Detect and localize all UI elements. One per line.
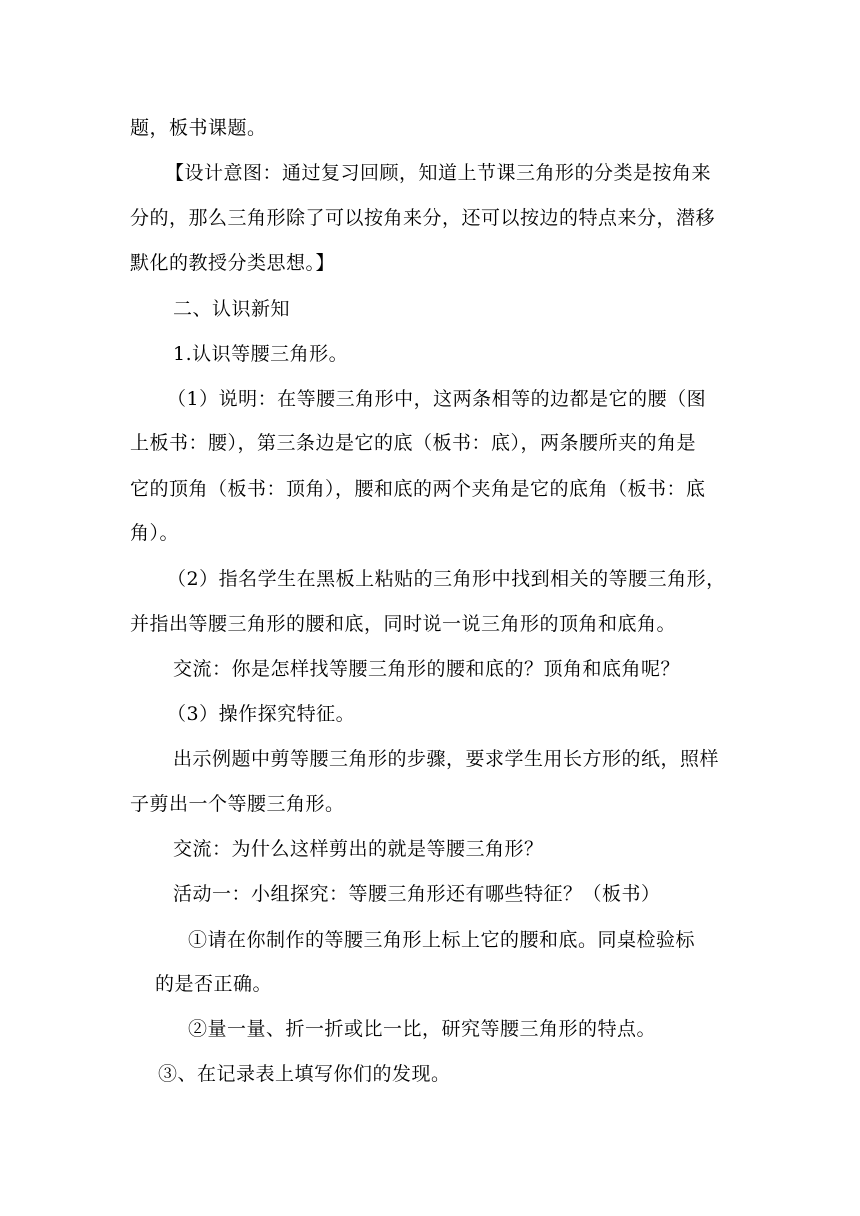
list-item: ③、在记录表上填写你们的发现。	[158, 1063, 451, 1085]
text-line: 的是否正确。	[155, 973, 273, 995]
text-line: 交流：你是怎样找等腰三角形的腰和底的？顶角和底角呢？	[173, 658, 681, 680]
text-line: 默化的教授分类思想。】	[130, 252, 336, 274]
text-line: 题，板书课题。	[130, 117, 267, 139]
text-line: 并指出等腰三角形的腰和底，同时说一说三角形的顶角和底角。	[130, 613, 677, 635]
text-line: 活动一：小组探究：等腰三角形还有哪些特征？（板书）	[173, 883, 661, 905]
text-line: 角）。	[130, 522, 180, 544]
text-line: 交流：为什么这样剪出的就是等腰三角形？	[173, 838, 544, 860]
subsection-heading: 1.认识等腰三角形。	[173, 343, 349, 365]
text-line: 它的顶角（板书：顶角），腰和底的两个夹角是它的底角（板书：底	[130, 478, 706, 500]
text-line: 分的，那么三角形除了可以按角来分，还可以按边的特点来分，潜移	[130, 207, 716, 229]
list-item: ①请在你制作的等腰三角形上标上它的腰和底。同桌检验标	[188, 929, 696, 951]
text-line: （3）操作探究特征。	[167, 703, 356, 725]
section-heading: 二、认识新知	[173, 298, 291, 320]
text-line: （1）说明：在等腰三角形中，这两条相等的边都是它的腰（图	[167, 388, 707, 410]
design-intent-line: 【设计意图：通过复习回顾，知道上节课三角形的分类是按角来	[165, 162, 712, 184]
list-item: ②量一量、折一折或比一比，研究等腰三角形的特点。	[188, 1018, 657, 1040]
text-line: 上板书：腰），第三条边是它的底（板书：底），两条腰所夹的角是	[130, 432, 697, 454]
text-line: 子剪出一个等腰三角形。	[130, 793, 345, 815]
text-line: （2）指名学生在黑板上粘贴的三角形中找到相关的等腰三角形，	[167, 568, 726, 590]
text-line: 出示例题中剪等腰三角形的步骤，要求学生用长方形的纸，照样	[173, 748, 720, 770]
